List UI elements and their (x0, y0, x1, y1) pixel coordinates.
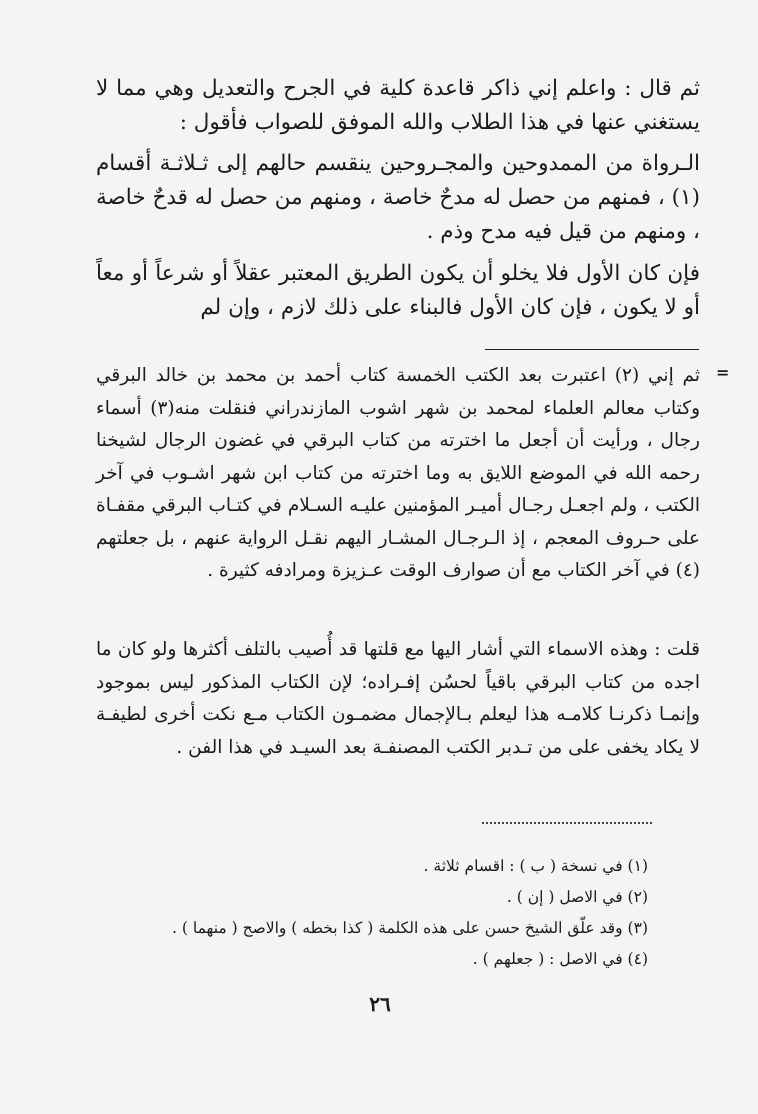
footnote-separator (482, 822, 652, 824)
main-paragraph-3: فإن كان الأول فلا يخلو أن يكون الطريق المعتبر عقلاً أو شرعاً أو معاً أو لا يكون ، فإن كان الأول فالبناء على ذلك لازم ، وإن لم (96, 261, 700, 320)
continuation-mark: = (716, 363, 730, 382)
footnote-1: (١) في نسخة ( ب ) : اقسام ثلاثة . (423, 857, 648, 875)
separator-rule (485, 349, 699, 350)
footnote-3: (٣) وقد علّق الشيخ حسن على هذه الكلمة ( كذا بخطه ) والاصح ( منهما ) . (172, 919, 648, 937)
note-paragraph-1: ثم إني (٢) اعتبرت بعد الكتب الخمسة كتاب أحمد بن محمد بن خالد البرقي وكتاب معالم العلماء لمحمد بن شهر اشوب المازندراني فنقلت منه(٣) أسماء رجال ، ورأيت أن أجعل ما اخترته من كتاب البرقي في غضون الرجال لشيخنا رحمه الله في الموضع اللايق به وما اخترته من كتاب ابن شهر اشـوب في آخر الكتب ، ولم اجعـل رجـال أميـر المؤمنين عليـه السـلام في كتـاب البرقي مقفـاة على حـروف المعجم ، إذ الـرجـال المشـار اليهم نقـل الرواية عنهم ، بل جعلتهم (٤) في آخر الكتاب مع أن صوارف الوقت عـزيزة ومرادفه كثيرة . (96, 365, 700, 581)
main-paragraph-2: الـرواة من الممدوحين والمجـروحين ينقسم حالهم إلى ثـلاثـة أقسام (١) ، فمنهم من حصل له مدحٌ خاصة ، ومنهم من حصل له قدحٌ خاصة ، ومنهم من قيل فيه مدح وذم . (96, 151, 700, 244)
footnote-2: (٢) في الاصل ( إن ) . (506, 888, 648, 906)
page-number: ٢٦ (369, 992, 391, 1016)
main-paragraph-1: ثم قال : واعلم إني ذاكر قاعدة كلية في الجرح والتعديل وهي مما لا يستغني عنها في هذا الطلاب والله الموفق للصواب فأقول : (96, 76, 700, 135)
note-paragraph-2: قلت : وهذه الاسماء التي أشار اليها مع قلتها قد أُصيب بالتلف أكثرها ولو كان ما اجده من كتاب البرقي باقياً لحسُن إفـراده؛ لإن الكتاب المذكور ليس بموجود وإنمـا ذكرنـا كلامـه هذا ليعلم بـالإجمال مضمـون الكتاب مـع نكت أخرى لطيفـة لا يكاد يخفى على من تـدبر الكتب المصنفـة بعد السيـد في هذا الفن . (96, 639, 700, 758)
footnote-4: (٤) في الاصل : ( جعلهم ) . (472, 950, 648, 968)
